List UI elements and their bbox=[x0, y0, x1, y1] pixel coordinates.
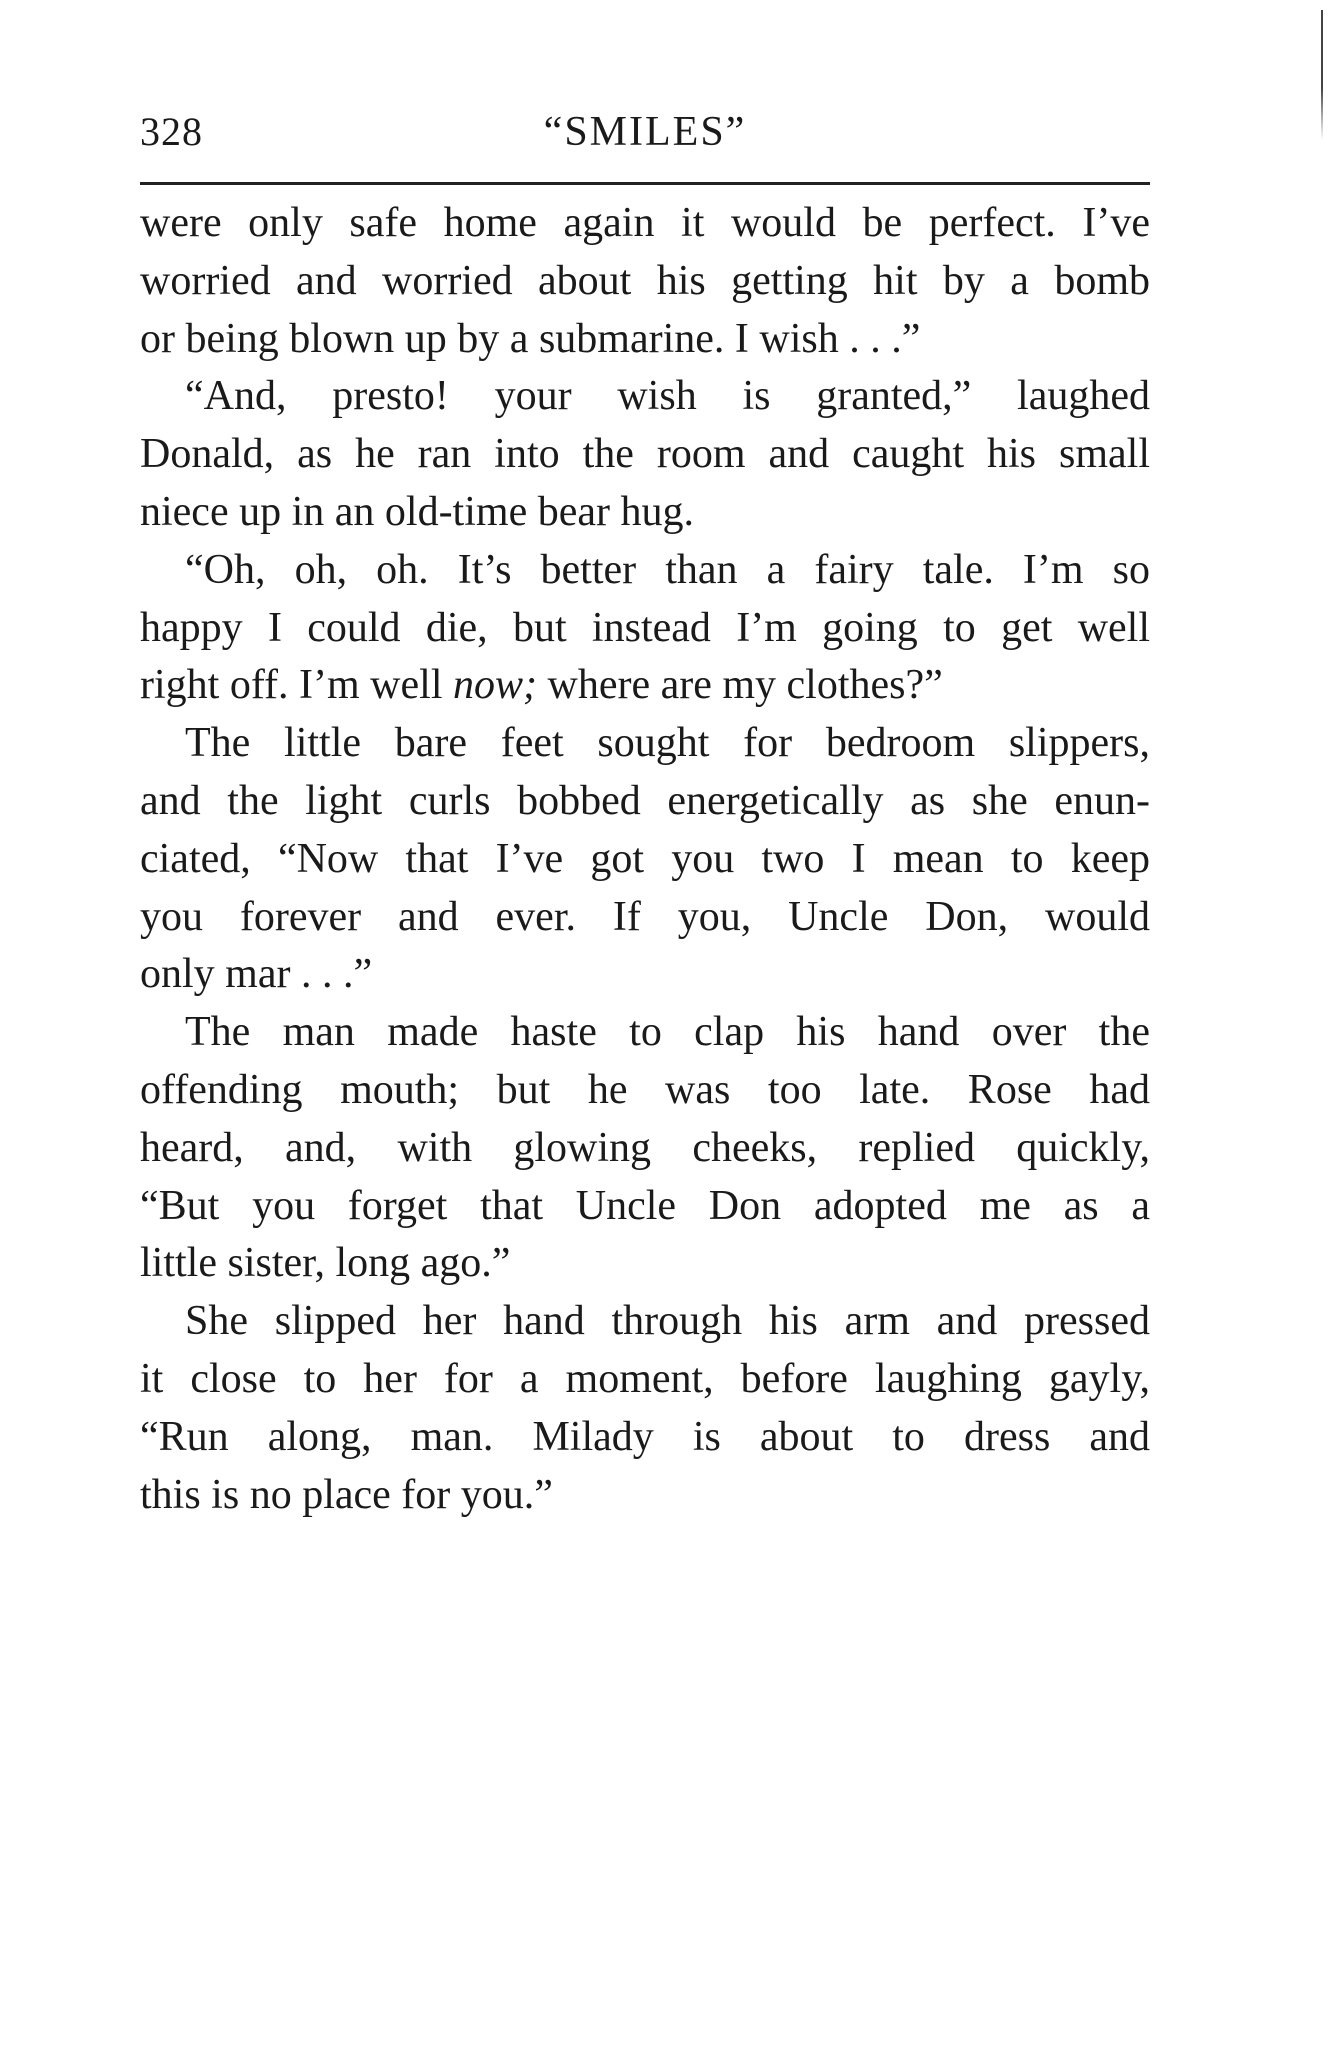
text-segment: right off. I’m well bbox=[140, 662, 443, 709]
text-line: ciated, “Now that I’ve got you two I mean to keep bbox=[140, 835, 1150, 882]
text-line: heard, and, with glowing cheeks, replied quickly, bbox=[140, 1124, 1150, 1171]
text-line: and the light curls bobbed energetically as she enun- bbox=[140, 777, 1150, 824]
paragraph-first-line: The little bare feet sought for bedroom slippers, bbox=[185, 720, 1150, 767]
text-line: niece up in an old-time bear hug. bbox=[140, 488, 694, 535]
text-line: offending mouth; but he was too late. Rose had bbox=[140, 1066, 1150, 1113]
text-line-with-italic bbox=[140, 657, 1150, 715]
text-line: “But you forget that Uncle Don adopted me as a bbox=[140, 1182, 1150, 1229]
paragraph-first-line: “Oh, oh, oh. It’s better than a fairy tale. I’m so bbox=[185, 546, 1150, 593]
paragraph-first-line: She slipped her hand through his arm and pressed bbox=[185, 1298, 1150, 1345]
text-line: you forever and ever. If you, Uncle Don, would bbox=[140, 893, 1150, 940]
text-line: only mar . . .” bbox=[140, 951, 373, 998]
header-rule bbox=[140, 182, 1150, 185]
scan-edge-mark bbox=[1321, 10, 1323, 140]
italic-word: now; bbox=[453, 662, 537, 709]
text-line: were only safe home again it would be perfect. I’ve bbox=[140, 200, 1150, 246]
text-line: “Run along, man. Milady is about to dress and bbox=[140, 1413, 1150, 1460]
text-line: it close to her for a moment, before laughing gayly, bbox=[140, 1355, 1150, 1402]
running-title: “SMILES” bbox=[543, 109, 747, 155]
text-line: worried and worried about his getting hit by a bomb bbox=[140, 257, 1150, 304]
page-header bbox=[140, 100, 1150, 170]
text-line: happy I could die, but instead I’m going to get well bbox=[140, 604, 1150, 651]
body-text bbox=[140, 195, 1150, 1524]
text-line: this is no place for you.” bbox=[140, 1471, 553, 1518]
text-segment: where are my clothes?” bbox=[547, 662, 943, 709]
paragraph-first-line: “And, presto! your wish is granted,” laughed bbox=[185, 373, 1150, 420]
paragraph-first-line: The man made haste to clap his hand over the bbox=[185, 1009, 1150, 1056]
text-line: or being blown up by a submarine. I wish . . .” bbox=[140, 315, 921, 362]
text-line: little sister, long ago.” bbox=[140, 1240, 511, 1287]
text-line: Donald, as he ran into the room and caught his small bbox=[140, 431, 1150, 478]
page-number: 328 bbox=[140, 109, 203, 154]
